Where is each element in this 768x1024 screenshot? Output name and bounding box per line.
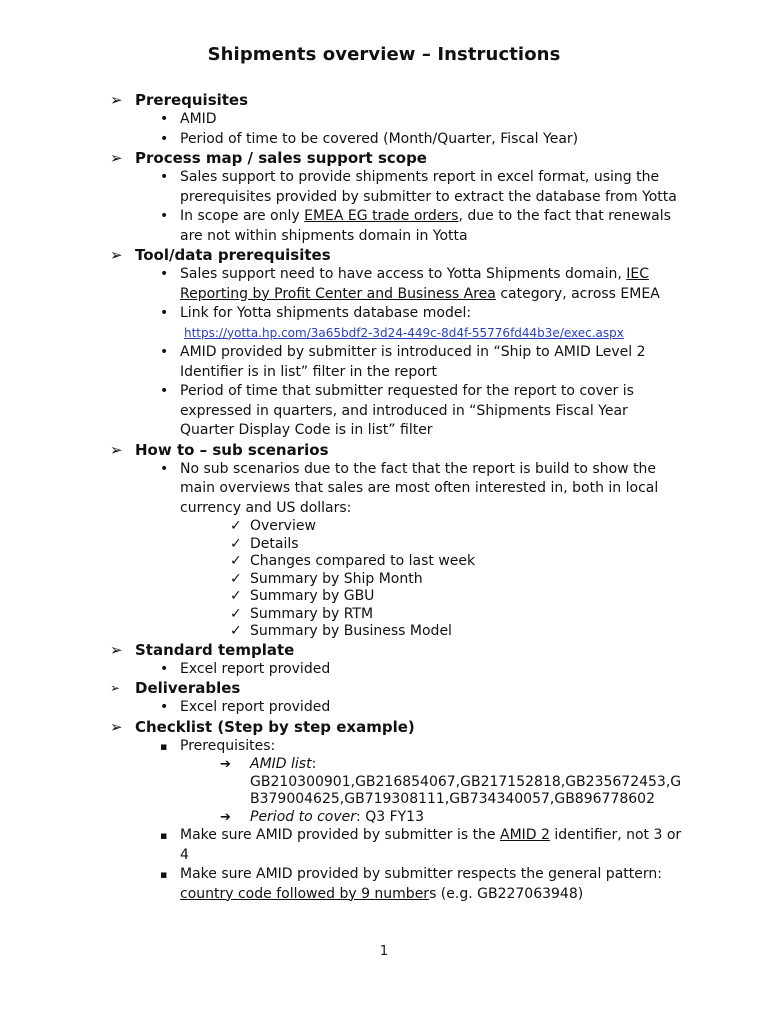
list-item: ▪ Prerequisites: ➔ AMID list: GB210300901,GB216854067,GB217152818,GB235672453,GB379004625,GB719308111,GB734340057,GB896778602 ➔ Period to cover: Q3 FY13	[158, 737, 682, 827]
list-item: • No sub scenarios due to the fact that the report is build to show the main overviews that sales are most often interested in, both in local currency and US dollars: ✓ Overview ✓ Details ✓ Changes compared to last week ✓ Summary by Ship Month ✓ Summary by GBU ✓ Summary by RTM ✓ Summary by Business Model	[158, 460, 682, 641]
check-item: ✓ Details	[228, 536, 682, 554]
arrow-bullet-icon: ➢	[110, 640, 123, 659]
section-deliverables	[110, 679, 682, 718]
check-item: ✓ Overview	[228, 518, 682, 536]
list-item: • AMID	[158, 110, 682, 130]
amid-values: GB210300901,GB216854067,GB217152818,GB235672453,GB379004625,GB719308111,GB734340057,GB896778602	[250, 773, 682, 807]
list-item: • AMID provided by submitter is introduced in “Ship to AMID Level 2 Identifier is in list” filter in the report	[158, 343, 682, 382]
yotta-link[interactable]: https://yotta.hp.com/3a65bdf2-3d24-449c-8d4f-55776fd44b3e/exec.aspx	[184, 325, 624, 340]
check-item: ✓ Summary by GBU	[228, 588, 682, 606]
arrow-bullet-icon: ➢	[110, 681, 121, 695]
list-item: • Excel report provided	[158, 698, 682, 718]
section-heading: Prerequisites	[135, 91, 249, 109]
arrow-bullet-icon: ➢	[110, 440, 123, 459]
arrow-bullet-icon: ➢	[110, 149, 123, 167]
section-tool-data	[110, 246, 682, 441]
section-how-to	[110, 441, 682, 641]
underlined-text: IEC Reporting by Profit Center and Business Area	[180, 266, 650, 302]
section-heading: How to – sub scenarios	[135, 440, 329, 459]
page-title: Shipments overview – Instructions	[207, 44, 561, 65]
list-item: • In scope are only EMEA EG trade orders, due to the fact that renewals are not within shipments domain in Yotta	[158, 207, 682, 246]
underlined-text: EMEA EG trade orders	[304, 208, 459, 224]
section-heading: Checklist (Step by step example)	[135, 717, 415, 736]
list-item: ▪ Make sure AMID provided by submitter is the AMID 2 identifier, not 3 or 4	[158, 826, 682, 865]
section-process-map	[110, 149, 682, 246]
list-item: • Sales support need to have access to Yotta Shipments domain, IEC Reporting by Profit Center and Business Area category, across EMEA	[158, 265, 682, 304]
period-item: ➔ Period to cover: Q3 FY13	[228, 809, 682, 827]
arrow-bullet-icon: ➢	[110, 91, 123, 109]
list-item: • Excel report provided	[158, 660, 682, 680]
list-item: ▪ Make sure AMID provided by submitter respects the general pattern: country code followed by 9 numbers (e.g. GB227063948)	[158, 865, 682, 904]
checklist	[180, 518, 682, 641]
underlined-text: AMID 2	[500, 827, 550, 843]
list-item: • Period of time to be covered (Month/Quarter, Fiscal Year)	[158, 130, 682, 150]
check-item: ✓ Summary by RTM	[228, 606, 682, 624]
section-standard-template	[110, 641, 682, 680]
section-checklist	[110, 718, 682, 905]
section-heading: Deliverables	[135, 679, 241, 697]
check-item: ✓ Summary by Ship Month	[228, 571, 682, 589]
section-heading: Process map / sales support scope	[135, 149, 427, 167]
section-heading: Tool/data prerequisites	[135, 246, 331, 264]
list-item: • Sales support to provide shipments report in excel format, using the prerequisites provided by submitter to extract the database from Yotta	[158, 168, 682, 207]
check-item: ✓ Changes compared to last week	[228, 553, 682, 571]
underlined-text: country code followed by 9 number	[180, 885, 430, 902]
check-item: ✓ Summary by Business Model	[228, 623, 682, 641]
page-number: 1	[379, 944, 389, 959]
arrow-bullet-icon: ➢	[110, 246, 123, 264]
amid-list-item: ➔ AMID list: GB210300901,GB216854067,GB217152818,GB235672453,GB379004625,GB719308111,GB734340057,GB896778602	[228, 756, 682, 809]
section-prerequisites	[110, 91, 682, 149]
list-item: • Period of time that submitter requested for the report to cover is expressed in quarters, and introduced in “Shipments Fiscal Year Quarter Display Code is in list” filter	[158, 382, 682, 441]
arrow-bullet-icon: ➢	[110, 717, 123, 736]
section-heading: Standard template	[135, 640, 295, 659]
list-item: • Link for Yotta shipments database model: https://yotta.hp.com/3a65bdf2-3d24-449c-8d4f-55776fd44b3e/exec.aspx	[158, 304, 682, 343]
